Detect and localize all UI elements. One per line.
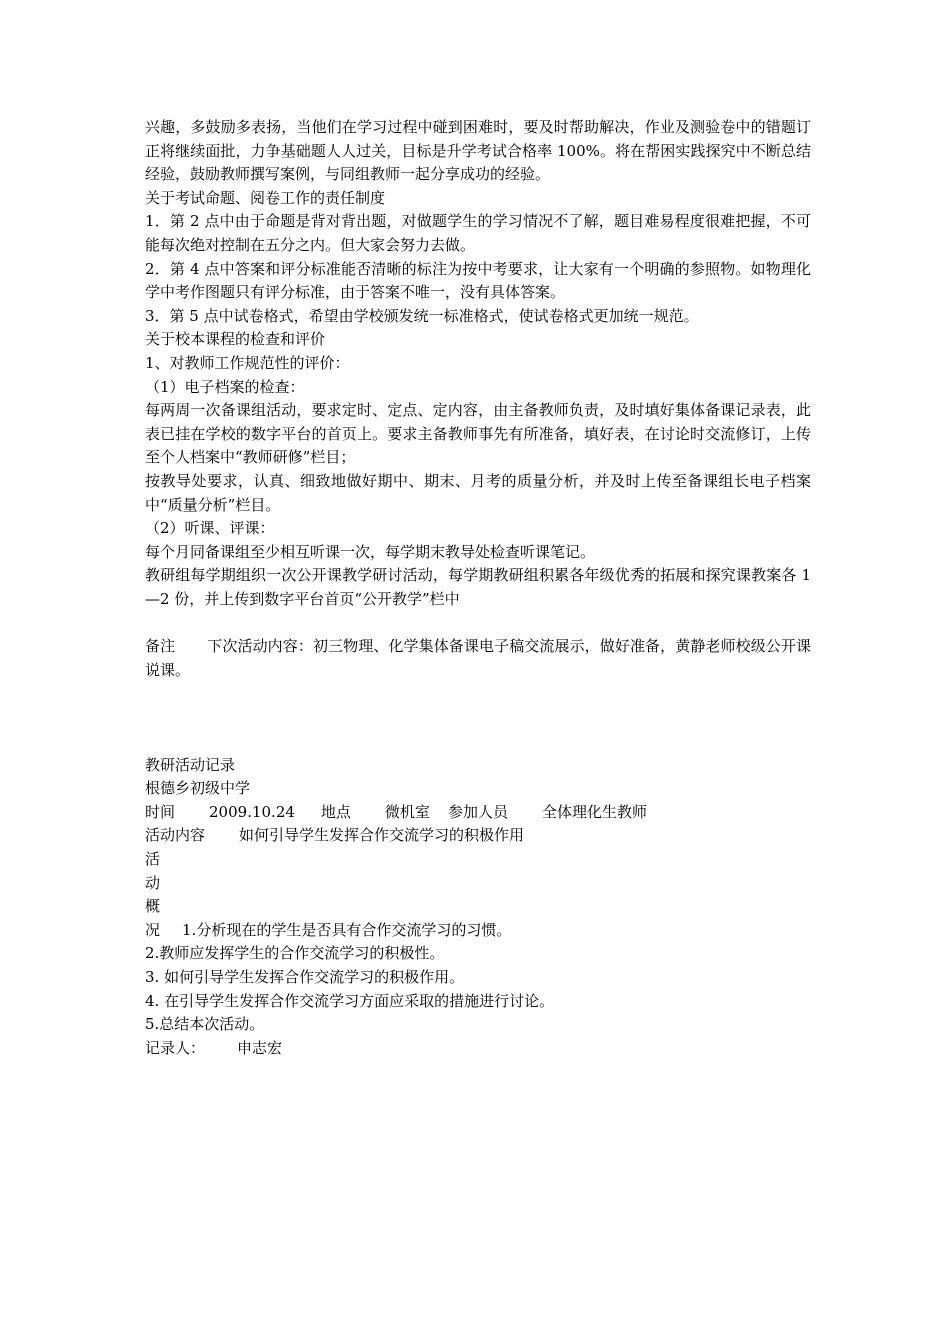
recorder-label: 记录人： <box>145 1038 206 1057</box>
spacer <box>145 730 811 754</box>
record-meta-row <box>145 801 811 825</box>
overview-item-5: 5.总结本次活动。 <box>145 1015 265 1034</box>
overview-char-2: 动 <box>145 873 161 892</box>
place-label: 地点 <box>320 802 351 821</box>
participants-label: 参加人员 <box>447 802 508 821</box>
recorder-row <box>145 1037 811 1061</box>
overview-item-2: 2.教师应发挥学生的合作交流学习的积极性。 <box>145 944 445 963</box>
overview-char-3: 概 <box>145 897 161 916</box>
spacer <box>145 611 811 635</box>
overview-item-3: 3. 如何引导学生发挥合作交流学习的积极作用。 <box>145 968 465 986</box>
paragraph-open-class: 教研组每学期组织一次公开课教学研讨活动，每学期教研组积累各年级优秀的拓展和探究课教案各 1—2 份，并上传到数字平台首页“公开教学”栏中 <box>145 566 811 608</box>
overview-item-1: 1.分析现在的学生是否具有合作交流学习的习惯。 <box>182 920 512 939</box>
remark-row <box>145 635 811 682</box>
recorder-value: 申志宏 <box>237 1038 283 1057</box>
paragraph-intro: 兴趣，多鼓励多表扬，当他们在学习过程中碰到困难时，要及时帮助解决，作业及测验卷中的错题订正将继续面批，力争基础题人人过关，目标是升学考试合格率 100%。将在帮困实践探究中不断总结经验，鼓励教师撰写案例，与同组教师一起分享成功的经验。 <box>145 118 811 184</box>
paragraph-point-5: 3．第 5 点中试卷格式，希望由学校颁发统一标准格式，使试卷格式更加统一规范。 <box>145 306 699 325</box>
paragraph-point-2: 1．第 2 点中由于命题是背对背出题，对做题学生的学习情况不了解，题目难易程度很难把握，不可能每次绝对控制在五分之内。但大家会努力去做。 <box>145 212 811 254</box>
overview-item-4: 4. 在引导学生发挥合作交流学习方面应采取的措施进行讨论。 <box>145 991 555 1010</box>
record-school: 根德乡初级中学 <box>145 779 251 798</box>
heading-teacher-evaluation: 1、对教师工作规范性的评价： <box>145 353 350 372</box>
heading-lesson-observation: （2）听课、评课： <box>145 519 275 538</box>
paragraph-point-4: 2．第 4 点中答案和评分标准能否清晰的标注为按中考要求，让大家有一个明确的参照物。如物理化学中考作图题只有评分标准，由于答案不唯一，没有具体答案。 <box>145 259 811 302</box>
spacer <box>145 683 811 730</box>
place-value: 微机室 <box>384 802 430 821</box>
paragraph-lesson-group: 每两周一次备课组活动，要求定时、定点、定内容，由主备教师负责，及时填好集体备课记录表，此表已挂在学校的数字平台的首页上。要求主备教师事先有所准备，填好表，在讨论时交流修订，上传至个人档案中“教师研修”栏目； <box>145 401 811 467</box>
overview-char-4: 况 <box>145 920 161 939</box>
time-label: 时间 <box>145 802 176 821</box>
record-title: 教研活动记录 <box>145 755 236 774</box>
remark-text: 下次活动内容：初三物理、化学集体备课电子稿交流展示，做好准备，黄静老师校级公开课说课。 <box>145 637 811 680</box>
heading-school-curriculum: 关于校本课程的检查和评价 <box>145 330 326 349</box>
remark-label: 备注 <box>145 637 176 656</box>
heading-e-archive-check: （1）电子档案的检查： <box>145 377 305 396</box>
heading-exam-responsibility: 关于考试命题、阅卷工作的责任制度 <box>145 188 386 207</box>
overview-row <box>145 919 811 943</box>
record-content-row <box>145 824 811 848</box>
content-value: 如何引导学生发挥合作交流学习的积极作用 <box>239 826 525 845</box>
participants-value: 全体理化生教师 <box>541 802 647 821</box>
overview-char-1: 活 <box>145 850 161 869</box>
document-page <box>145 116 811 1060</box>
paragraph-quality-analysis: 按教导处要求，认真、细致地做好期中、期末、月考的质量分析，并及时上传至备课组长电子档案中“质量分析”栏目。 <box>145 471 811 514</box>
content-label: 活动内容 <box>145 826 206 845</box>
paragraph-mutual-observation: 每个月同备课组至少相互听课一次，每学期末教导处检查听课笔记。 <box>145 542 596 561</box>
time-value: 2009.10.24 <box>209 802 295 821</box>
